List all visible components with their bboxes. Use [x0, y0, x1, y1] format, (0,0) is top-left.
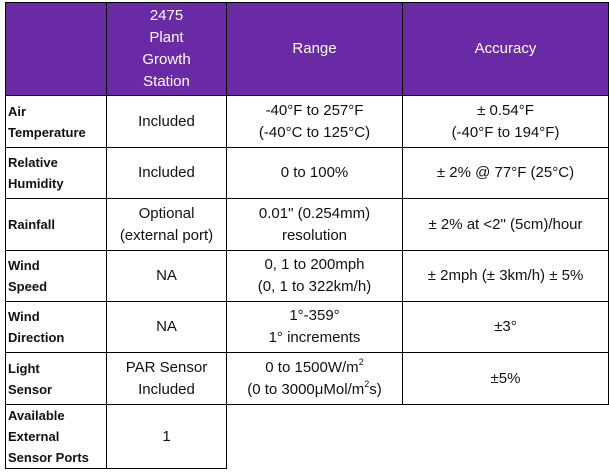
station-line: NA	[156, 318, 177, 335]
header-station-line: 2475	[149, 7, 184, 24]
row-label	[6, 199, 107, 251]
accuracy-line: ± 2mph (± 3km/h) ± 5%	[427, 267, 584, 284]
superscript: 2	[358, 356, 364, 367]
range-line: 0, 1 to 200mph	[264, 256, 365, 273]
station-cell	[107, 353, 227, 405]
row-label-line: Direction	[8, 330, 65, 345]
station-line: 1	[162, 427, 171, 445]
row-label-line: Temperature	[8, 124, 86, 140]
station-line: (external port)	[119, 226, 214, 244]
station-cell	[107, 405, 227, 469]
station-cell	[107, 199, 227, 251]
station-cell	[107, 251, 227, 302]
range-cell	[227, 251, 403, 302]
row-label	[6, 302, 107, 353]
header-range: Range	[227, 3, 403, 96]
row-label	[6, 148, 107, 199]
accuracy-cell	[403, 353, 609, 405]
range-line: 1° increments	[268, 329, 361, 346]
range-cell	[227, 302, 403, 353]
range-line: (-40°C to 125°C)	[258, 123, 371, 141]
table-row	[6, 302, 609, 353]
row-label-line: Wind	[8, 258, 40, 273]
superscript: 2	[364, 378, 370, 389]
accuracy-line: ± 0.54°F	[477, 101, 534, 119]
station-line: Optional	[138, 204, 195, 222]
row-label	[6, 96, 107, 148]
spec-table	[5, 2, 609, 469]
row-label	[6, 405, 107, 469]
header-station-line: Plant	[149, 29, 184, 46]
row-label-line: Relative	[8, 155, 58, 170]
station-line: Included	[138, 164, 195, 181]
range-line: 0 to 100%	[280, 164, 349, 181]
range-cell	[227, 353, 403, 405]
row-label-line: Light	[8, 360, 40, 376]
accuracy-cell	[403, 302, 609, 353]
header-station-line: Growth	[142, 51, 191, 68]
row-label-line: Speed	[8, 279, 48, 294]
row-label-line: Sensor Ports	[8, 450, 89, 465]
table-row	[6, 199, 609, 251]
range-cell	[227, 96, 403, 148]
header-row	[6, 3, 609, 96]
row-label-line: Humidity	[8, 176, 64, 191]
range-line: (0, 1 to 322km/h)	[257, 278, 372, 295]
row-label-line: Sensor	[8, 381, 53, 397]
table-row	[6, 96, 609, 148]
station-cell	[107, 302, 227, 353]
row-label	[6, 353, 107, 405]
header-accuracy: Accuracy	[403, 3, 609, 96]
empty-cell	[227, 405, 403, 469]
accuracy-cell	[403, 251, 609, 302]
table-row	[6, 405, 609, 469]
station-cell	[107, 96, 227, 148]
header-station	[107, 3, 227, 96]
row-label	[6, 251, 107, 302]
table-row	[6, 353, 609, 405]
accuracy-cell	[403, 96, 609, 148]
table-row	[6, 148, 609, 199]
station-line: Included	[138, 112, 195, 130]
header-blank-cell	[6, 3, 107, 96]
range-cell	[227, 148, 403, 199]
row-label-line: Rainfall	[8, 217, 55, 232]
spec-table-container	[5, 2, 609, 469]
row-label-line: External	[8, 429, 60, 444]
range-line: -40°F to 257°F	[265, 101, 364, 119]
empty-cell	[403, 405, 609, 469]
row-label-line: Wind	[8, 309, 40, 324]
station-line: Included	[138, 380, 195, 398]
header-station-line: Station	[143, 73, 190, 90]
range-line: 1°-359°	[289, 307, 340, 324]
range-text: s)	[369, 380, 382, 398]
accuracy-line: ± 2% at <2" (5cm)/hour	[428, 215, 583, 233]
range-cell	[227, 199, 403, 251]
accuracy-line: ± 2% @ 77°F (25°C)	[436, 164, 575, 181]
range-line	[227, 379, 402, 401]
accuracy-cell	[403, 148, 609, 199]
range-text: (0 to 3000μMol/m	[247, 380, 365, 398]
station-cell	[107, 148, 227, 199]
range-line: resolution	[281, 226, 348, 244]
accuracy-line: (-40°F to 194°F)	[451, 123, 560, 141]
row-label-line: Available	[8, 408, 65, 423]
range-line: 0.01" (0.254mm)	[258, 204, 371, 222]
station-line: PAR Sensor	[125, 358, 208, 376]
table-row	[6, 251, 609, 302]
range-text: 0 to 1500W/m	[265, 358, 359, 376]
accuracy-line: ±5%	[490, 369, 521, 387]
row-label-line: Air	[8, 103, 27, 119]
accuracy-cell	[403, 199, 609, 251]
range-line	[227, 357, 402, 379]
accuracy-line: ±3°	[494, 318, 517, 335]
station-line: NA	[156, 267, 177, 284]
